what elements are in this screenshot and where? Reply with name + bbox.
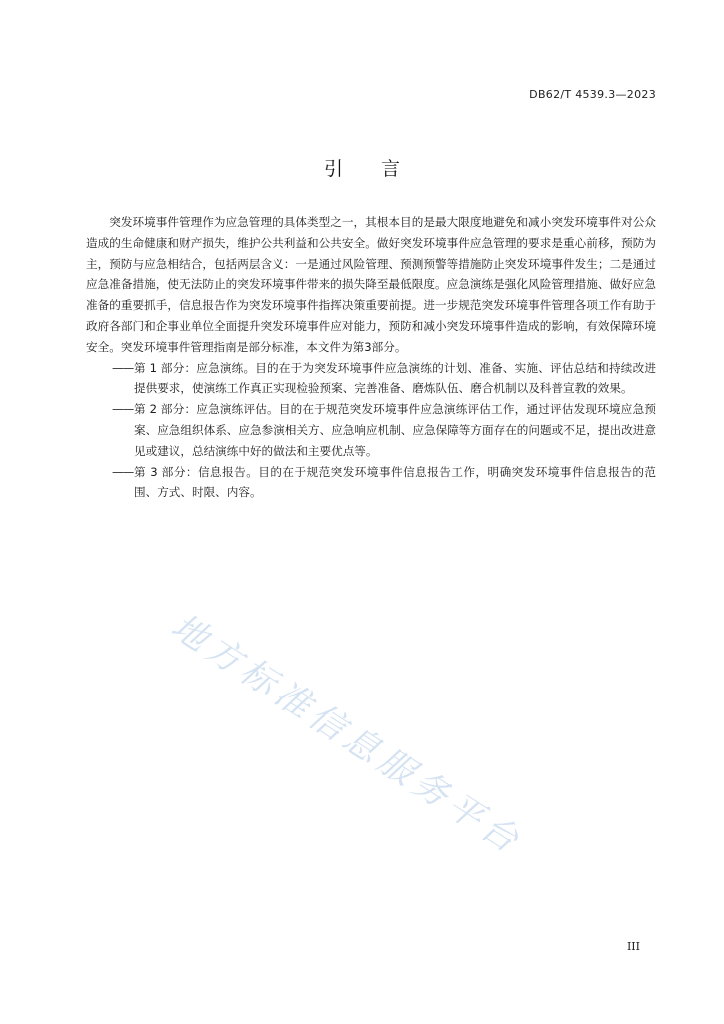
intro-paragraph: 突发环境事件管理作为应急管理的具体类型之一，其根本目的是最大限度地避免和减小突发环境事件对公众造成的生命健康和财产损失，维护公共利益和公共安全。做好突发环境事件应急管理的要求是重心前移，预防为主，预防与应急相结合，包括两层含义：一是通过风险管理、预测预警等措施防止突发环境事件发生；二是通过应急准备措施，使无法防止的突发环境事件带来的损失降至最低限度。应急演练是强化风险管理措施、做好应急准备的重要抓手，信息报告作为突发环境事件指挥决策重要前提。进一步规范突发环境事件管理各项工作有助于政府各部门和企事业单位全面提升突发环境事件应对能力，预防和减小突发环境事件造成的影响，有效保障环境安全。突发环境事件管理指南是部分标准，本文件为第3部分。 (86, 215, 656, 354)
list-dash: —— (112, 360, 134, 375)
document-body (86, 212, 656, 503)
watermark: 地方标准信息服务平台 (163, 606, 530, 864)
document-id: DB62/T 4539.3—2023 (529, 88, 656, 101)
list-item-text: 第 3 部分：信息报告。目的在于规范突发环境事件信息报告工作，明确突发环境事件信息报告的范围、方式、时限、内容。 (134, 464, 656, 500)
list-item-part-2 (86, 399, 656, 461)
list-item-part-1 (86, 358, 656, 400)
list-item-part-3 (86, 462, 656, 504)
list-item-text: 第 2 部分：应急演练评估。目的在于规范突发环境事件应急演练评估工作，通过评估发现环境应急预案、应急组织体系、应急参演相关方、应急响应机制、应急保障等方面存在的问题或不足，提出改进意见或建议，总结演练中好的做法和主要优点等。 (134, 402, 656, 458)
list-dash: —— (112, 464, 134, 479)
page-number: III (626, 940, 640, 953)
list-dash: —— (112, 402, 134, 417)
page-title: 引言 (323, 158, 438, 180)
list-item-text: 第 1 部分：应急演练。目的在于为突发环境事件应急演练的计划、准备、实施、评估总结和持续改进提供要求，使演练工作真正实现检验预案、完善准备、磨炼队伍、磨合机制以及科普宣教的效果。 (134, 360, 656, 396)
